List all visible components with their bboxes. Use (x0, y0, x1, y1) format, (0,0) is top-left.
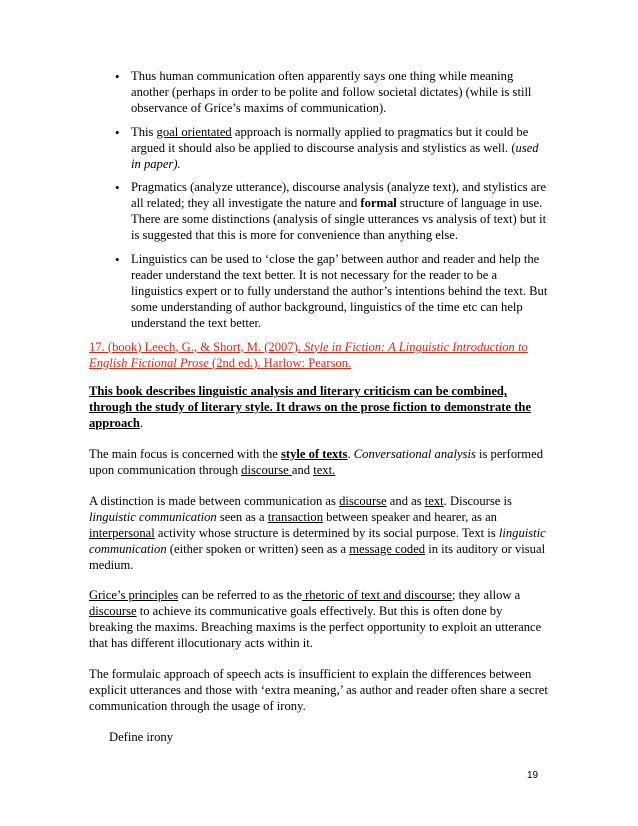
define-irony: Define irony (109, 729, 173, 744)
book-title: Style in Fiction: A Linguistic Introduction to English Fictional Prose (89, 339, 528, 370)
page-number: 19 (527, 770, 539, 781)
page-content (89, 69, 549, 761)
paragraph-main-focus: The main focus is concerned with the style of texts. Conversational analysis is performed upon communication through discourse and text. (89, 447, 543, 478)
book-summary: This book describes linguistic analysis and literary criticism can be combined, through the study of literary style. It draws on the prose fiction to demonstrate the approach. (89, 384, 532, 431)
bold-term: formal (360, 196, 397, 211)
bullet-item: • Pragmatics (analyze utterance), discourse analysis (analyze text), and stylistics are all related; they all investigate the nature and formal structure of language in use. There are some distinctions (analysis of single utterances vs analysis of text) but it is suggested that this is more for convenience than anything else. (89, 180, 549, 244)
underlined-term: goal orientated (156, 124, 232, 139)
bullet-item: • Thus human communication often apparently says one thing while meaning another (perhaps in order to be polite and follow societal dictates) (while is still observance of Grice’s maxims of communication). (89, 69, 549, 117)
paragraph-formulaic: The formulaic approach of speech acts is insufficient to explain the differences between explicit utterances and those with ‘extra meaning,’ as author and reader often share a secret communication through the usage of irony. (89, 667, 548, 713)
bullet-list (89, 69, 549, 332)
paragraph-grice: Grice’s principles can be referred to as the rhetoric of text and discourse; they allow a discourse to achieve its communicative goals effectively. But this is often done by breaking the maxims. Breaching maxims is the perfect opportunity to exploit an utterance that has different illocutionary acts within it. (89, 588, 542, 651)
bullet-item: • This goal orientated approach is normally applied to pragmatics but it could be argued it should also be applied to discourse analysis and stylistics as well. (used in paper). (89, 125, 549, 173)
book-reference: 17. (book) Leech, G., & Short, M. (2007). Style in Fiction: A Linguistic Introduction to English Fictional Prose (2nd ed.). Harlow: Pearson. (89, 339, 528, 370)
bullet-item: • Linguistics can be used to ‘close the gap’ between author and reader and help the reader understand the text better. It is not necessary for the reader to be a linguistics expert or to fully understand the author’s intentions behind the text. But some understanding of author background, linguistics of the time etc can help understand the text better. (89, 252, 549, 332)
paragraph-distinction: A distinction is made between communication as discourse and as text. Discourse is linguistic communication seen as a transaction between speaker and hearer, as an interpersonal activity whose structure is determined by its social purpose. Text is linguistic communication (either spoken or written) seen as a message coded in its auditory or visual medium. (89, 493, 546, 572)
italic-note: used in paper). (131, 140, 539, 171)
